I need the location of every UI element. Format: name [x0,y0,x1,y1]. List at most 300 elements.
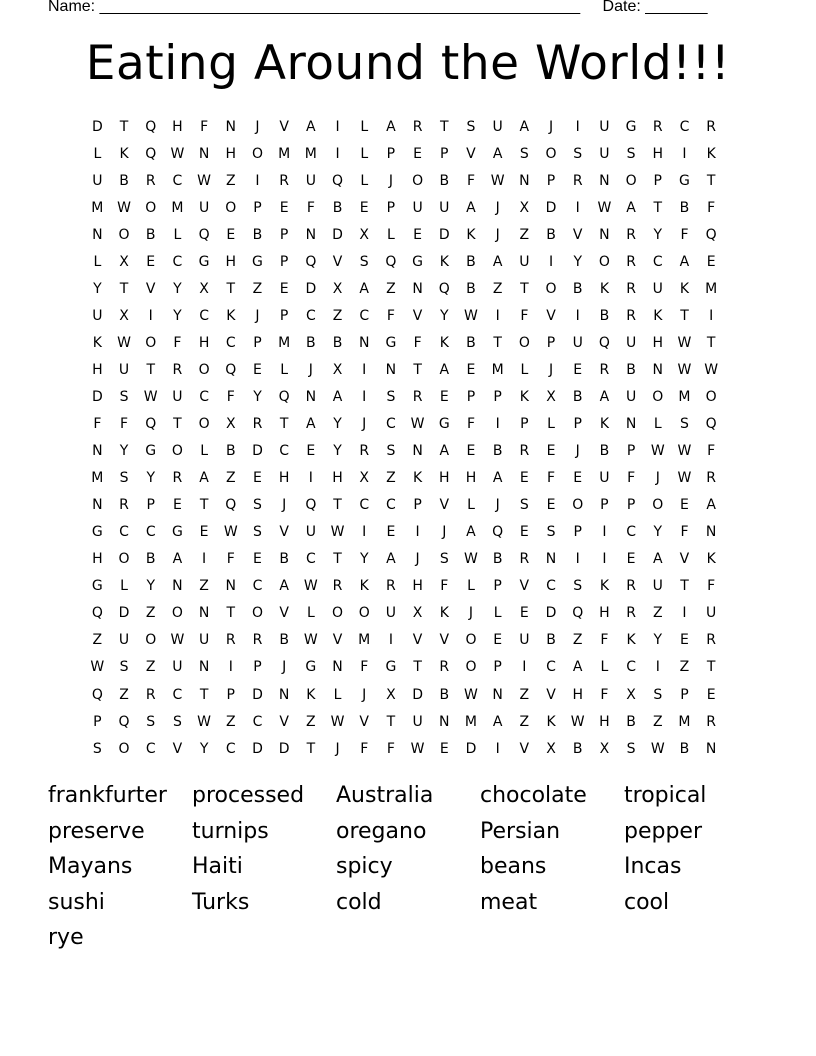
grid-letter: Q [705,226,717,243]
grid-letter: J [388,172,393,189]
grid-letter: P [493,388,502,405]
grid-letter: P [413,497,422,514]
grid-letter: X [359,226,370,243]
grid-letter: C [119,524,129,541]
grid-letter: F [707,443,716,460]
grid-letter: I [709,307,714,324]
grid-letter: O [465,632,477,649]
grid-letter: A [572,659,583,676]
grid-letter: W [303,578,318,595]
grid-letter: F [226,388,235,405]
grid-letter: X [519,199,530,216]
grid-letter: S [172,713,182,730]
grid-letter: A [492,713,503,730]
grid-letter: A [492,470,503,487]
grid-letter: K [706,551,716,568]
grid-letter: B [332,199,343,216]
grid-letter: O [251,605,263,622]
word-list-item: Mayans [48,854,133,879]
grid-letter: L [360,118,369,135]
grid-letter: O [198,361,210,378]
grid-letter: P [386,199,396,216]
grid-letter: T [680,307,689,324]
grid-letter: T [706,659,716,676]
grid-letter: R [332,578,343,595]
grid-letter: N [519,172,530,189]
grid-letter: W [570,713,585,730]
grid-letter: U [599,470,610,487]
grid-letter: K [119,145,129,162]
grid-letter: K [653,307,663,324]
grid-letter: F [547,470,556,487]
grid-letter: T [413,659,422,676]
grid-letter: O [145,199,157,216]
grid-letter: K [679,280,690,297]
grid-letter: L [520,361,529,378]
grid-letter: P [440,145,449,162]
grid-letter: F [386,740,395,757]
grid-letter: Y [359,551,369,568]
grid-letter: N [599,226,610,243]
grid-letter: D [438,226,450,243]
grid-letter: Z [145,605,156,622]
grid-letter: R [626,226,636,243]
word-list-item: Haiti [192,854,243,879]
grid-letter: P [253,334,262,351]
grid-letter: H [572,686,583,703]
grid-letter: F [440,578,449,595]
grid-letter: H [332,470,343,487]
grid-letter: E [439,740,449,757]
grid-letter: A [386,118,396,135]
grid-letter: L [653,416,662,433]
grid-letter: U [519,253,530,270]
grid-letter: Z [386,470,396,487]
grid-letter: I [388,632,393,649]
grid-letter: P [680,686,689,703]
grid-letter: I [335,118,340,135]
grid-letter: U [652,280,663,297]
grid-letter: F [226,551,235,568]
grid-letter: H [92,551,103,568]
grid-letter: J [468,605,474,622]
grid-letter: X [412,605,423,622]
grid-letter: C [679,118,690,135]
grid-letter: U [305,524,316,541]
grid-letter: T [653,199,663,216]
grid-letter: K [439,605,449,622]
grid-letter: U [412,713,423,730]
grid-letter: M [304,145,317,162]
grid-letter: C [359,497,370,514]
grid-letter: B [466,334,476,351]
grid-letter: E [519,605,529,622]
grid-letter: C [546,578,556,595]
grid-letter: Z [306,713,316,730]
grid-letter: F [680,226,689,243]
grid-letter: I [255,172,260,189]
grid-letter: Z [652,605,663,622]
grid-letter: R [145,172,156,189]
grid-letter: S [546,524,556,541]
grid-letter: X [386,686,396,703]
grid-letter: O [545,280,557,297]
grid-letter: C [199,307,209,324]
grid-letter: E [279,199,289,216]
grid-letter: T [680,578,689,595]
grid-letter: U [305,172,316,189]
grid-letter: R [626,253,636,270]
grid-letter: U [118,632,130,649]
grid-letter: S [519,497,529,514]
grid-letter: G [385,659,397,676]
grid-letter: V [279,118,289,135]
grid-letter: J [495,226,500,243]
grid-letter: L [200,443,208,460]
grid-letter: W [464,551,478,568]
grid-letter: C [626,524,636,541]
grid-letter: U [92,307,103,324]
grid-letter: W [464,307,478,324]
grid-letter: I [682,605,687,622]
grid-letter: H [225,145,237,162]
grid-letter: O [625,172,637,189]
grid-letter: E [226,226,236,243]
grid-letter: P [573,416,582,433]
word-list-item: processed [192,783,305,808]
grid-letter: K [413,470,423,487]
grid-letter: M [464,713,478,730]
grid-letter: X [599,740,610,757]
grid-letter: R [706,118,717,135]
word-list-item: Turks [192,889,250,915]
word-list [48,779,768,957]
grid-letter: T [386,713,396,730]
grid-letter: E [359,199,369,216]
grid-letter: M [91,199,104,216]
grid-letter: N [599,172,610,189]
grid-letter: F [707,199,716,216]
grid-letter: Z [519,686,530,703]
grid-letter: Q [145,416,157,433]
grid-letter: Y [440,307,449,324]
grid-letter: I [228,659,233,676]
grid-letter: P [493,578,502,595]
grid-letter: Q [598,334,610,351]
grid-letter: P [226,686,235,703]
grid-letter: V [519,578,530,595]
grid-letter: N [412,443,423,460]
grid-letter: B [119,172,129,189]
grid-letter: G [91,578,103,595]
grid-letter: S [653,686,663,703]
grid-letter: M [171,199,184,216]
grid-letter: B [145,226,156,243]
grid-letter: W [704,361,719,378]
grid-letter: T [226,280,236,297]
grid-letter: A [386,551,396,568]
grid-letter: Q [305,253,317,270]
grid-letter: G [305,659,317,676]
grid-letter: I [548,253,554,270]
word-list-item: oregano [336,818,427,844]
grid-letter: S [519,145,529,162]
grid-letter: E [439,388,449,405]
grid-letter: B [306,334,316,351]
grid-letter: G [171,524,183,541]
word-list-item: turnips [192,818,269,844]
grid-letter: A [172,551,183,568]
grid-letter: L [93,253,102,270]
grid-letter: P [546,172,556,189]
grid-letter: E [573,361,583,378]
grid-letter: T [706,172,716,189]
grid-letter: Q [91,605,103,622]
grid-letter: U [706,605,717,622]
grid-letter: W [170,632,185,649]
grid-letter: J [335,740,340,757]
grid-letter: J [655,470,660,487]
grid-letter: A [679,253,690,270]
grid-letter: V [679,551,690,568]
grid-letter: E [199,524,209,541]
grid-letter: E [386,524,396,541]
grid-letter: S [626,145,636,162]
grid-letter: D [545,199,557,216]
grid-letter: I [495,740,500,757]
grid-letter: T [199,497,209,514]
grid-letter: R [706,713,717,730]
grid-letter: P [279,253,289,270]
grid-letter: R [172,361,183,378]
grid-letter: N [92,226,103,243]
grid-letter: T [119,118,129,135]
grid-letter: T [226,605,236,622]
grid-letter: O [705,388,717,405]
grid-letter: F [120,416,129,433]
grid-letter: U [599,118,610,135]
grid-letter: V [279,605,289,622]
grid-letter: T [306,740,316,757]
grid-letter: B [572,740,583,757]
grid-letter: K [519,388,529,405]
grid-letter: I [148,307,153,324]
grid-letter: Q [198,226,210,243]
grid-letter: O [251,145,263,162]
grid-letter: S [439,551,449,568]
grid-letter: R [252,632,263,649]
grid-letter: E [279,280,289,297]
grid-letter: G [438,416,450,433]
grid-letter: O [198,416,210,433]
grid-letter: E [680,497,689,514]
grid-letter: U [492,118,503,135]
grid-letter: Z [519,226,530,243]
grid-letter: C [145,524,156,541]
grid-letter: S [119,470,129,487]
grid-letter: O [412,172,424,189]
grid-letter: Y [653,632,663,649]
grid-letter: I [362,524,367,541]
grid-letter: W [650,443,665,460]
grid-letter: T [440,118,449,135]
grid-letter: U [519,632,530,649]
grid-letter: B [279,632,289,649]
grid-letter: Q [145,118,157,135]
grid-letter: R [599,361,610,378]
grid-letter: Y [146,470,155,487]
grid-letter: G [91,524,103,541]
grid-letter: U [198,632,210,649]
grid-letter: N [545,551,557,568]
grid-letter: W [410,740,425,757]
word-list-item: preserve [48,818,145,844]
grid-letter: Z [679,659,690,676]
grid-letter: Z [492,280,503,297]
grid-letter: V [332,253,343,270]
grid-letter: I [308,470,313,487]
grid-letter: M [491,361,504,378]
grid-letter: I [575,551,580,568]
grid-letter: F [360,659,369,676]
grid-letter: R [626,307,636,324]
grid-letter: U [412,199,423,216]
grid-letter: I [362,388,367,405]
grid-letter: H [92,361,103,378]
grid-letter: G [679,172,690,189]
grid-letter: C [279,443,290,460]
grid-letter: I [522,659,527,676]
grid-letter: A [359,280,369,297]
grid-letter: K [626,632,636,649]
grid-letter: A [439,361,450,378]
grid-letter: T [173,416,182,433]
grid-letter: S [119,659,129,676]
grid-letter: Z [386,280,396,297]
grid-letter: E [253,551,262,568]
grid-letter: A [332,388,343,405]
grid-letter: O [118,740,130,757]
grid-letter: E [466,361,476,378]
grid-letter: B [626,713,636,730]
grid-letter: J [495,497,500,514]
grid-letter: T [199,686,209,703]
grid-letter: J [362,686,367,703]
grid-letter: W [597,199,612,216]
grid-letter: V [546,307,556,324]
grid-letter: T [706,334,716,351]
grid-letter: O [118,551,130,568]
grid-letter: N [385,361,397,378]
grid-letter: K [226,307,236,324]
grid-letter: J [362,416,367,433]
grid-letter: O [598,253,610,270]
grid-letter: S [680,416,689,433]
grid-letter: Q [278,388,290,405]
grid-letter: P [279,226,289,243]
grid-letter: U [652,578,663,595]
grid-letter: A [199,470,209,487]
date-field-label: Date: _______ [602,0,708,15]
grid-letter: D [278,740,290,757]
grid-letter: R [412,388,423,405]
grid-letter: O [358,605,370,622]
grid-letter: Z [225,172,236,189]
grid-letter: V [572,226,583,243]
grid-letter: W [410,416,425,433]
grid-letter: K [439,334,449,351]
grid-letter: G [385,334,397,351]
grid-letter: R [386,578,396,595]
grid-letter: R [119,497,129,514]
grid-letter: A [439,443,450,460]
grid-letter: N [198,145,210,162]
grid-letter: E [172,497,182,514]
grid-letter: S [386,443,396,460]
grid-letter: C [305,307,316,324]
grid-letter: W [223,524,238,541]
grid-letter: V [439,497,450,514]
grid-letter: Q [492,524,504,541]
grid-letter: O [545,145,557,162]
grid-letter: L [93,145,102,162]
word-list-item: sushi [48,889,105,915]
grid-letter: S [573,578,583,595]
grid-letter: G [625,118,637,135]
grid-letter: U [625,388,637,405]
word-list-item: spicy [336,854,393,879]
grid-letter: Y [333,416,342,433]
grid-letter: L [467,497,475,514]
grid-letter: T [520,280,529,297]
grid-letter: C [252,578,263,595]
grid-letter: N [705,524,717,541]
grid-letter: B [252,226,263,243]
grid-letter: N [225,578,237,595]
grid-letter: E [253,470,262,487]
grid-letter: I [682,145,687,162]
grid-letter: E [546,497,556,514]
word-list-item: meat [480,889,538,915]
grid-letter: T [493,334,502,351]
grid-letter: S [573,145,583,162]
grid-letter: P [573,524,582,541]
grid-letter: G [412,253,424,270]
grid-letter: C [225,334,236,351]
grid-letter: E [466,443,476,460]
grid-letter: Y [173,307,182,324]
grid-letter: N [652,361,664,378]
grid-letter: C [172,253,183,270]
grid-letter: D [412,686,423,703]
grid-letter: R [706,632,717,649]
grid-letter: H [439,470,450,487]
grid-letter: Q [438,280,450,297]
grid-letter: H [198,334,210,351]
grid-letter: S [92,740,102,757]
grid-letter: G [252,253,263,270]
grid-letter: L [600,659,609,676]
grid-letter: N [439,713,450,730]
grid-letter: Y [653,524,663,541]
grid-letter: S [146,713,156,730]
grid-letter: F [413,334,422,351]
grid-letter: F [466,416,475,433]
grid-letter: Z [92,632,103,649]
grid-letter: L [387,226,395,243]
grid-letter: W [677,443,692,460]
grid-letter: M [678,388,691,405]
